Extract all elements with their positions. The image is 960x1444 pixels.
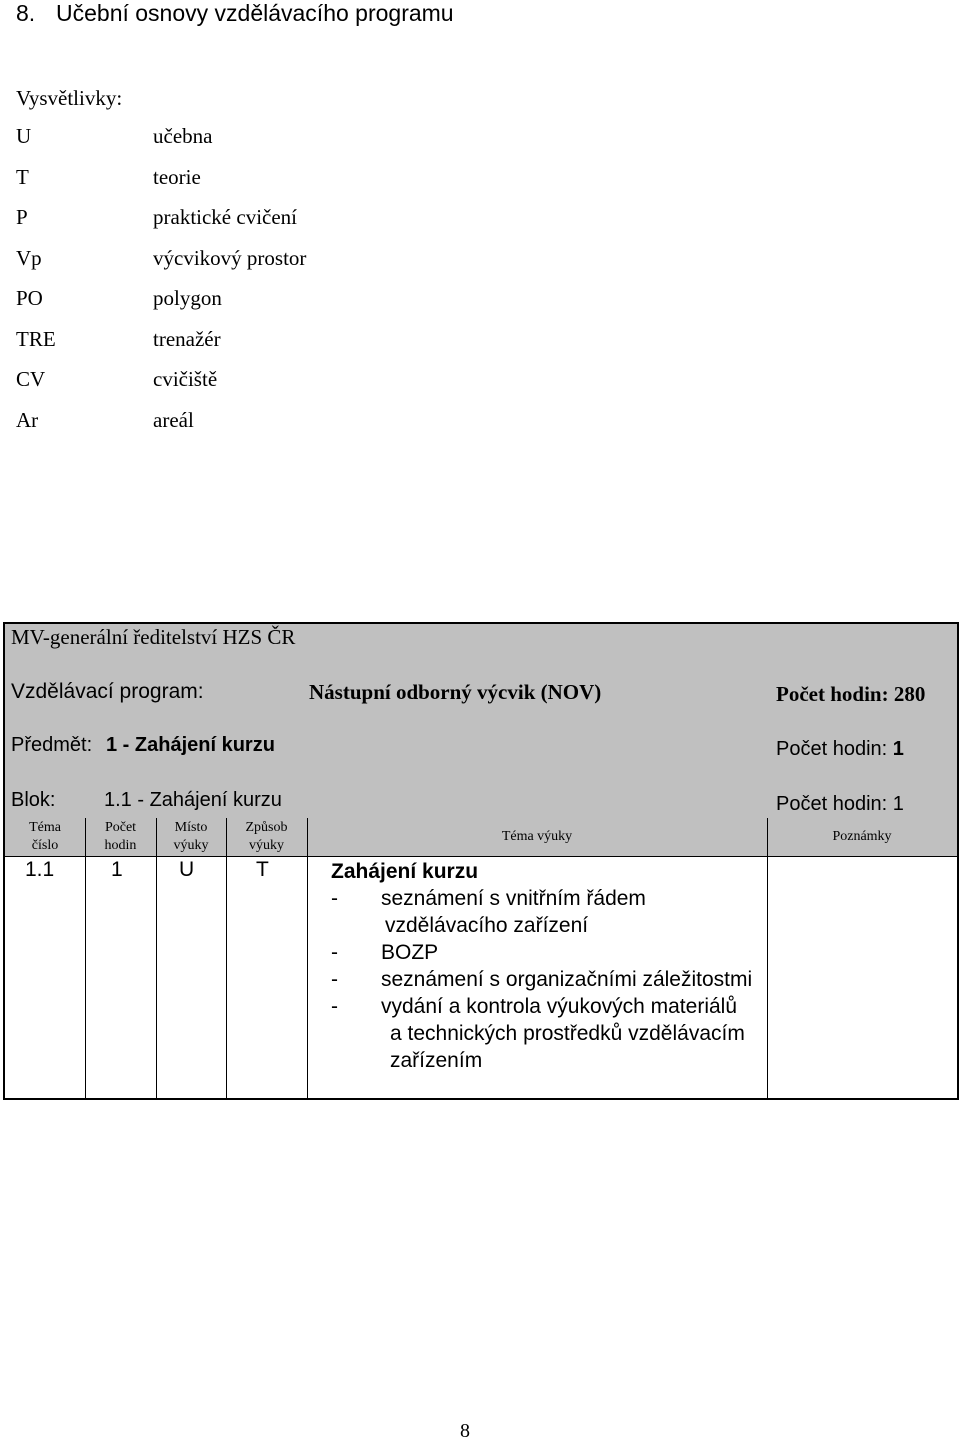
legend-desc: výcvikový prostor — [153, 245, 307, 270]
legend-item — [16, 124, 306, 165]
column-divider — [85, 818, 86, 1098]
col-header-line: číslo — [31, 838, 59, 853]
legend-item — [16, 408, 306, 449]
legend-item — [16, 367, 306, 408]
col-header-line: Počet — [104, 820, 137, 835]
block-hours: Počet hodin: 1 — [776, 793, 904, 815]
col-header-line: Místo — [174, 820, 208, 835]
row-hours: 1 — [111, 858, 123, 881]
row-place: U — [179, 858, 195, 881]
col-header-notes: Poznámky — [832, 829, 892, 844]
col-header-line: Téma — [29, 820, 61, 835]
topic-title: Zahájení kurzu — [331, 860, 479, 883]
program-label: Vzdělávací program: — [11, 680, 204, 703]
column-divider — [307, 818, 308, 1098]
bullet-dash: - — [331, 968, 338, 991]
topic-item — [331, 939, 752, 966]
subject-name: 1 - Zahájení kurzu — [106, 734, 275, 756]
organization-name: MV-generální ředitelství HZS ČR — [11, 625, 296, 649]
legend-abbr: T — [16, 164, 29, 189]
legend-item — [16, 286, 306, 327]
program-name: Nástupní odborný výcvik (NOV) — [309, 680, 602, 704]
block-label: Blok: — [11, 789, 56, 811]
col-header-topic-no — [5, 818, 85, 856]
page-number: 8 — [460, 1420, 470, 1442]
col-header-hours — [85, 818, 156, 856]
legend-item — [16, 327, 306, 368]
column-divider — [226, 818, 227, 1098]
topic-item — [331, 993, 752, 1020]
topic-item-continuation: zařízením — [390, 1049, 483, 1072]
section-number: 8. — [16, 0, 36, 26]
legend-desc: polygon — [153, 286, 222, 310]
legend-abbr: CV — [16, 367, 46, 391]
column-divider — [156, 818, 157, 1098]
topic-item-text: BOZP — [381, 941, 439, 964]
topic-item-text: vydání a kontrola výukových materiálů — [381, 995, 738, 1018]
bullet-dash: - — [331, 887, 338, 910]
subject-hours-label: Počet hodin: — [776, 738, 888, 760]
bullet-dash: - — [331, 941, 338, 964]
topic-item — [331, 885, 752, 912]
row-method: T — [256, 858, 269, 881]
legend-item — [16, 165, 306, 206]
legend-desc: cvičiště — [153, 367, 218, 391]
program-hours: Počet hodin: 280 — [776, 682, 926, 706]
legend-abbr: TRE — [16, 326, 56, 351]
col-header-place — [156, 818, 226, 856]
col-header-line: hodin — [104, 838, 137, 853]
topic-item-text: seznámení s vnitřním řádem — [381, 887, 646, 910]
row-topic-content — [331, 858, 752, 1074]
legend-desc: areál — [153, 407, 194, 432]
col-header-line: výuky — [173, 838, 209, 853]
topic-item — [331, 966, 752, 993]
row-topic-number: 1.1 — [25, 858, 55, 881]
legend-item — [16, 205, 306, 246]
bullet-dash: - — [331, 995, 338, 1018]
legend-abbr: U — [16, 124, 32, 148]
legend-item — [16, 246, 306, 287]
subject-hours-value: 1 — [892, 738, 904, 760]
legend-desc: učebna — [153, 124, 213, 148]
legend-abbr: Vp — [16, 245, 42, 270]
legend-abbr: PO — [16, 286, 43, 310]
block-name: 1.1 - Zahájení kurzu — [104, 789, 282, 811]
legend-abbr: P — [16, 205, 28, 229]
col-header-topic: Téma výuky — [501, 829, 573, 844]
col-header-method — [226, 818, 307, 856]
topic-item-continuation: a technických prostředků vzdělávacím — [390, 1022, 745, 1045]
legend-desc: teorie — [153, 164, 201, 189]
legend-desc: trenažér — [153, 326, 221, 351]
subject-label: Předmět: — [11, 734, 93, 756]
topic-item-text: seznámení s organizačními záležitostmi — [381, 968, 753, 991]
col-header-line: Způsob — [245, 820, 288, 835]
header-divider — [5, 856, 957, 857]
curriculum-table — [3, 622, 959, 1100]
legend-title: Vysvětlivky: — [16, 86, 123, 110]
legend-desc: praktické cvičení — [153, 205, 298, 229]
topic-item-continuation: vzdělávacího zařízení — [385, 914, 589, 937]
legend-list — [16, 124, 306, 448]
subject-hours — [776, 738, 904, 761]
column-divider — [767, 818, 768, 1098]
col-header-line: výuky — [249, 838, 284, 853]
legend-abbr: Ar — [16, 407, 39, 432]
section-title: Učební osnovy vzdělávacího programu — [56, 0, 454, 26]
section-heading — [16, 0, 454, 27]
